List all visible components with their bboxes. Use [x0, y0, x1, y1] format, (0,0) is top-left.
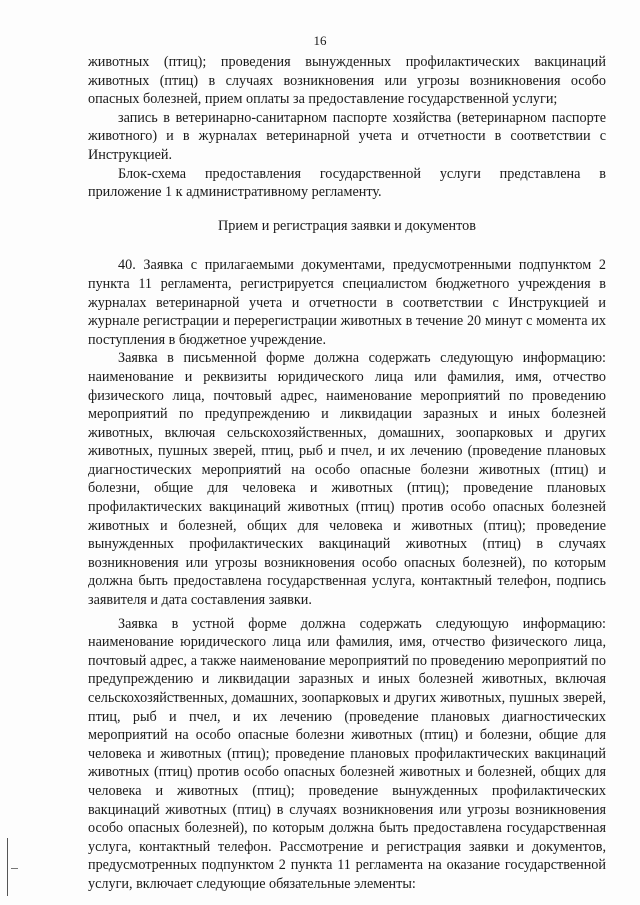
page-number: 16: [313, 33, 327, 48]
paragraph-continuation: животных (птиц); проведения вынужденных профилактических вакцинаций животных (птиц) в случаях возникновения или угрозы возникновения особо опасных болезней, прием оплаты за предоставление государственной услуги;: [88, 54, 606, 108]
scan-margin-mark: [7, 838, 8, 896]
paragraph-flowchart: Блок-схема предоставления государственной услуги представлена в приложение 1 к административному регламенту.: [88, 165, 606, 201]
paragraph-oral-application: Заявка в устной форме должна содержать следующую информацию: наименование юридического лица или фамилия, имя, отчество физического лица, почтовый адрес, а также наименование мероприятий по проведению мероприятий по предупреждению и ликвидации заразных и иных болезней животных, включая сельскохозяйственных, домашних, зоопарковых и других животных, пушных зверей, птиц, рыб и пчел, и их лечению (проведение плановых диагностических мероприятий на особо опасные болезни животных (птиц) и болезни, общие для человека и животных (птиц); проведение плановых профилактических вакцинаций животных (птиц) против особо опасных болезней животных и болезней, общих для человека и животных (птиц); проведение вынужденных профилактических вакцинаций животных (птиц) в случаях возникновения или угрозы возникновения особо опасных болезней), по которым должна быть предоставлена государственная услуга, контактный телефон. Рассмотрение и регистрация заявки и документов, предусмотренных подпунктом 2 пункта 11 регламента на оказание государственной услуги, включает следующие обязательные элементы:: [88, 615, 606, 892]
paragraph-item-40: 40. Заявка с прилагаемыми документами, предусмотренными подпунктом 2 пункта 11 регламента, регистрируется специалистом бюджетного учреждения в журналах ветеринарной учета и отчетности в соответствии с Инструкцией и журнале регистрации и перерегистрации животных в течение 20 минут с момента их поступления в бюджетное учреждение.: [88, 257, 606, 348]
document-body: [88, 53, 606, 894]
paragraph-passport-record: запись в ветеринарно-санитарном паспорте хозяйства (ветеринарном паспорте животного) и в журналах ветеринарной учета и отчетности в соответствии с Инструкцией.: [88, 109, 606, 163]
scan-margin-tick: [11, 868, 18, 869]
section-heading: Прием и регистрация заявки и документов: [218, 217, 476, 234]
paragraph-written-application: Заявка в письменной форме должна содержать следующую информацию: наименование и реквизиты юридического лица или фамилия, имя, отчество физического лица, почтовый адрес, наименование мероприятий по проведению мероприятий по предупреждению и ликвидации заразных и иных болезней животных, включая сельскохозяйственных, домашних, зоопарковых и других животных, пушных зверей, птиц, рыб и пчел, и их лечению (проведение плановых диагностических мероприятий на особо опасные болезни животных (птиц) и болезни, общие для человека и животных (птиц); проведение плановых профилактических вакцинаций животных (птиц) против особо опасных болезней животных и болезней, общих для человека и животных (птиц); проведение вынужденных профилактических вакцинаций животных (птиц) в случаях возникновения или угрозы возникновения особо опасных болезней), по которым должна быть предоставлена государственная услуга, контактный телефон, подпись заявителя и дата составления заявки.: [88, 350, 606, 609]
